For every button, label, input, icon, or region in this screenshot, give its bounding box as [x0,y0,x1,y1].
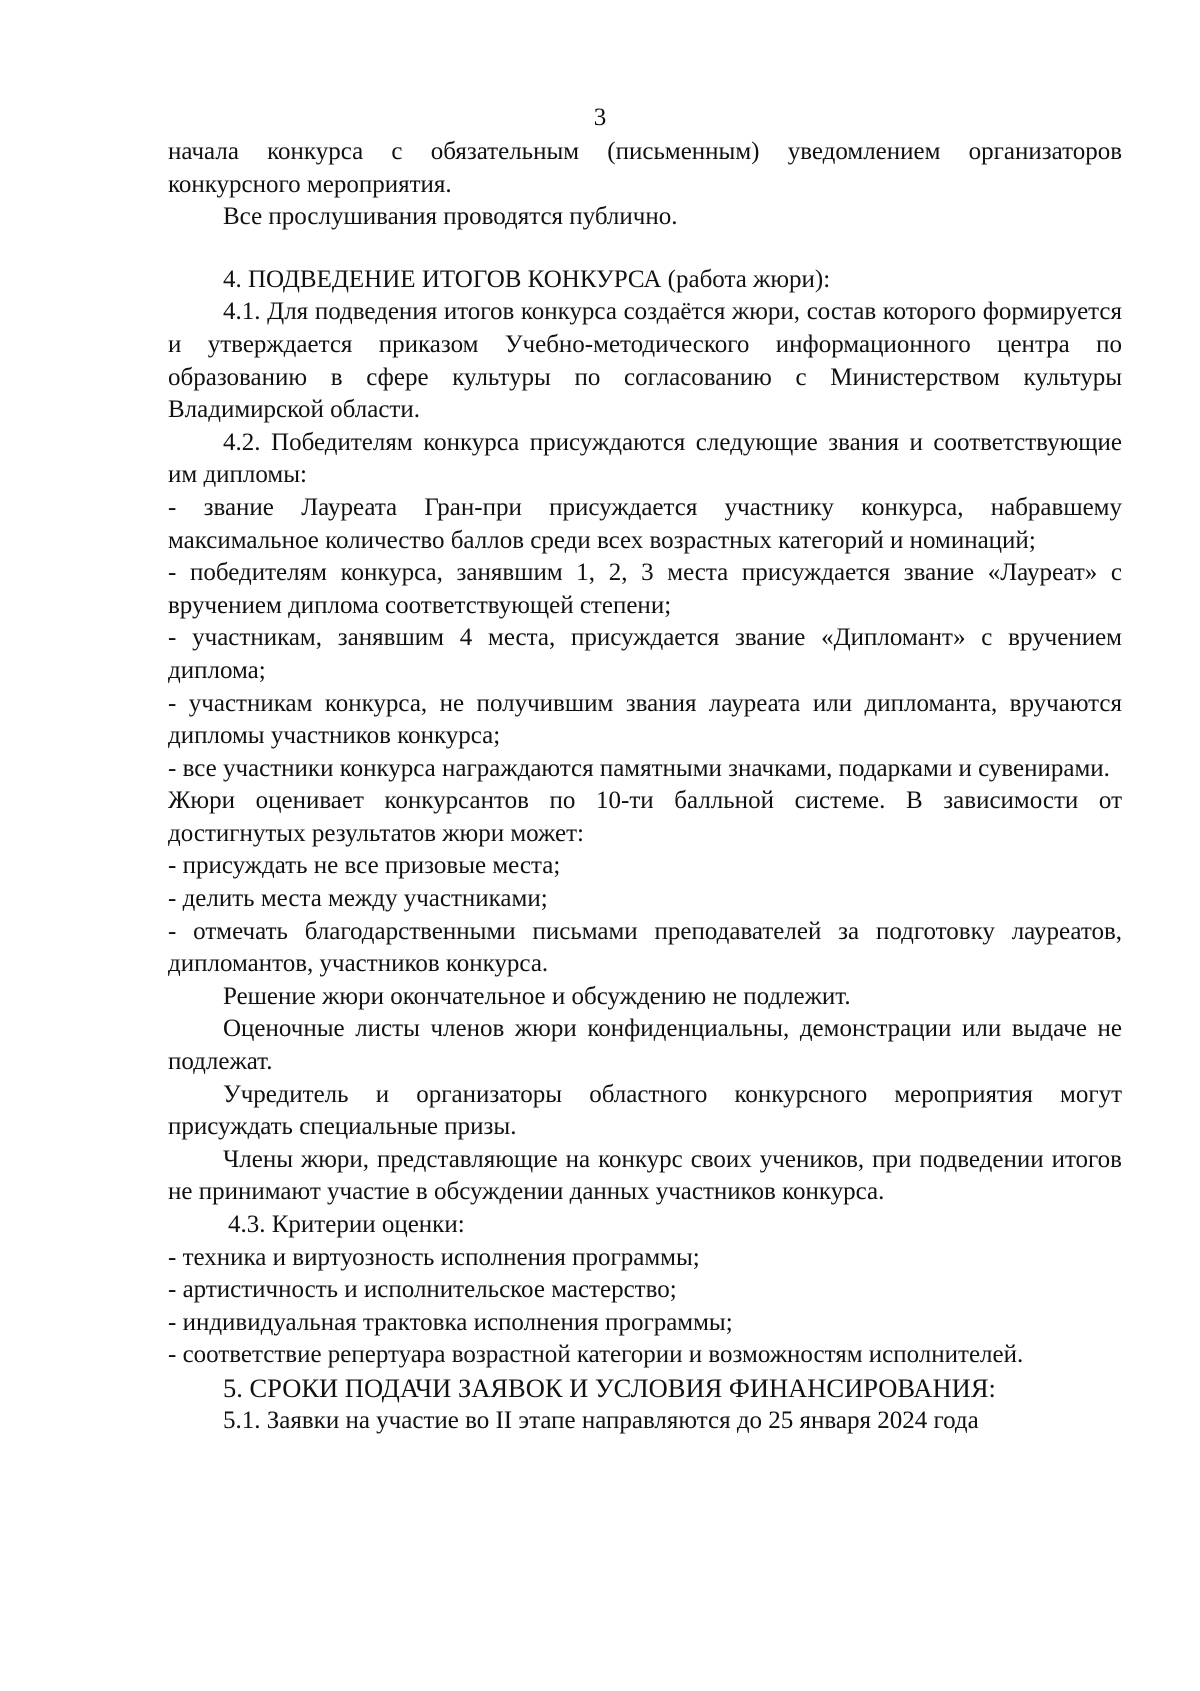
document-body [168,136,1122,1437]
clause-5-1: 5.1. Заявки на участие во II этапе направляются до 25 января 2024 года [223,1406,979,1434]
section-5-heading: 5. СРОКИ ПОДАЧИ ЗАЯВОК И УСЛОВИЯ ФИНАНСИРОВАНИЯ: [223,1372,996,1403]
list-item-grand-prix: - звание Лауреата Гран-при присуждается участнику конкурса, набравшему максимальное количество баллов среди всех возрастных категорий и номинаций; [168,493,1122,554]
list-item-not-all-places: - присуждать не все призовые места; [168,852,561,880]
paragraph-jury-members: Члены жюри, представляющие на конкурс своих учеников, при подведении итогов не принимают участие в обсуждении данных участников конкурса. [168,1145,1122,1206]
paragraph-score-sheets: Оценочные листы членов жюри конфиденциальны, демонстрации или выдаче не подлежат. [168,1015,1122,1076]
paragraph-special-prizes: Учредитель и организаторы областного конкурсного мероприятия могут присуждать специальные призы. [168,1080,1122,1141]
list-item-participant-diplomas: - участникам конкурса, не получившим звания лауреата или дипломанта, вручаются дипломы участников конкурса; [168,689,1122,750]
criteria-artistry: - артистичность и исполнительское мастерство; [168,1276,677,1304]
list-item-laureate: - победителям конкурса, занявшим 1, 2, 3 места присуждается звание «Лауреат» с вручением диплома соответствующей степени; [168,559,1122,619]
list-item-split-places: - делить места между участниками; [168,885,548,913]
list-item-souvenirs: - все участники конкурса награждаются памятными значками, подарками и сувенирами. [168,754,1110,782]
clause-4-1: 4.1. Для подведения итогов конкурса создаётся жюри, состав которого формируется и утверждается приказом Учебно-методического информационного центра по образованию в сфере культуры по согласованию с Министерством культуры Владимирской области. [168,298,1122,424]
paragraph-jury-scoring: Жюри оценивает конкурсантов по 10-ти балльной системе. В зависимости от достигнутых результатов жюри может: [168,787,1122,847]
clause-4-3: 4.3. Критерии оценки: [228,1211,465,1238]
clause-4-2: 4.2. Победителям конкурса присуждаются следующие звания и соответствующие им дипломы: [168,428,1122,489]
criteria-interpretation: - индивидуальная трактовка исполнения программы; [168,1308,733,1336]
criteria-repertoire: - соответствие репертуара возрастной категории и возможностям исполнителей. [168,1341,1024,1369]
paragraph-jury-final: Решение жюри окончательное и обсуждению не подлежит. [223,982,851,1010]
paragraph-auditions-public: Все прослушивания проводятся публично. [223,203,678,231]
page-number: 3 [593,104,607,131]
paragraph-continuation: начала конкурса с обязательным (письменным) уведомлением организаторов конкурсного мероприятия. [168,138,1122,198]
list-item-thank-you-letters: - отмечать благодарственными письмами преподавателей за подготовку лауреатов, дипломантов, участников конкурса. [168,917,1122,978]
list-item-diplomant: - участникам, занявшим 4 места, присуждается звание «Дипломант» с вручением диплома; [168,624,1122,684]
criteria-technique: - техника и виртуозность исполнения программы; [168,1243,700,1271]
section-4-heading: 4. ПОДВЕДЕНИЕ ИТОГОВ КОНКУРСА (работа жюри): [223,265,831,293]
